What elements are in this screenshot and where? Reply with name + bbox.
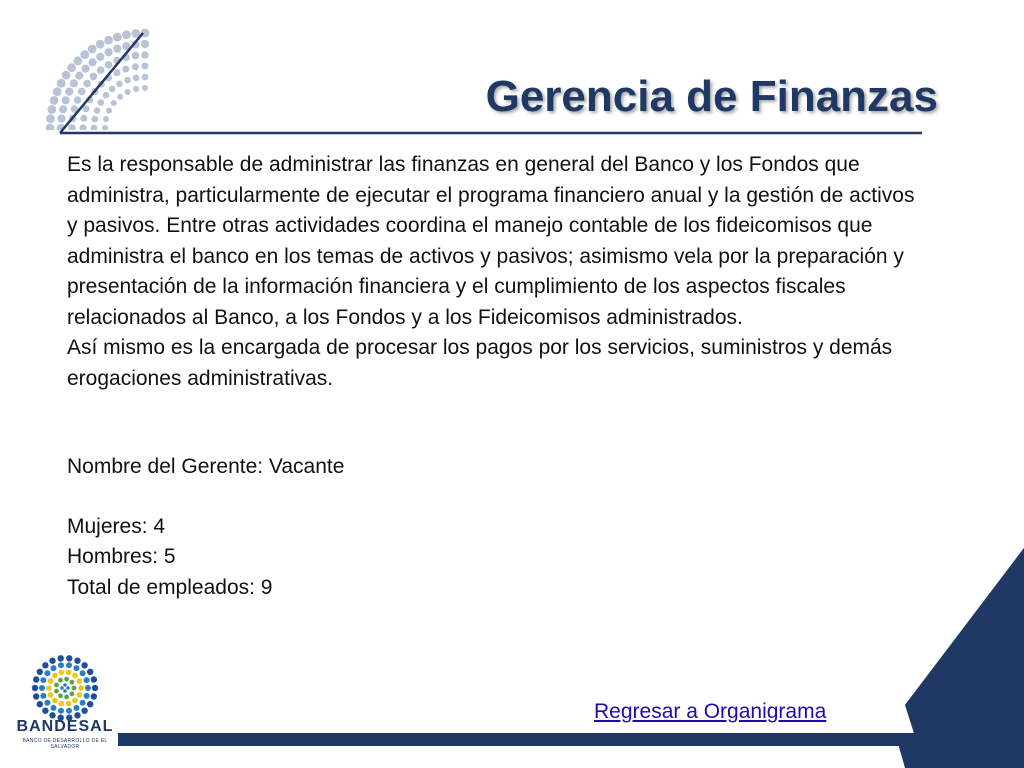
decoration-dot <box>46 124 55 130</box>
logo-subtitle: BANCO DE DESARROLLO DE EL SALVADOR <box>22 738 108 750</box>
logo-dot <box>44 700 50 706</box>
logo-dot <box>48 678 54 684</box>
logo-dot <box>70 680 75 685</box>
logo-dot <box>64 695 69 700</box>
decoration-dot <box>96 53 104 61</box>
logo-dot <box>40 677 46 683</box>
decoration-dot <box>91 88 98 95</box>
logo-dot <box>58 708 64 714</box>
decoration-dot <box>142 63 149 70</box>
decoration-dot <box>83 105 90 112</box>
decoration-dot <box>53 87 62 96</box>
logo-dot <box>77 692 83 698</box>
decoration-dot <box>111 100 117 106</box>
decoration-dot <box>142 85 148 91</box>
decoration-dot <box>90 73 98 81</box>
total-employees: Total de empleados: 9 <box>67 575 273 599</box>
decoration-dot <box>67 63 76 72</box>
logo-dot <box>91 676 97 682</box>
decoration-dot <box>122 42 130 50</box>
logo-dot <box>59 670 65 676</box>
manager-name: Nombre del Gerente: Vacante <box>67 455 345 478</box>
logo-dot <box>87 669 93 675</box>
logo-dot <box>85 685 91 691</box>
logo-dot <box>49 658 55 664</box>
decoration-dot <box>57 124 65 130</box>
logo-dot <box>66 670 72 676</box>
logo-dot <box>37 701 43 707</box>
decoration-dot <box>141 29 150 38</box>
decoration-dot <box>50 96 59 105</box>
logo-dot <box>51 705 57 711</box>
decoration-dot <box>122 66 129 73</box>
decoration-dot <box>105 61 113 69</box>
decoration-dot <box>132 63 139 70</box>
decoration-dot <box>98 81 105 88</box>
logo-dot <box>66 655 72 661</box>
decoration-dot <box>86 96 93 103</box>
logo-dot <box>80 670 86 676</box>
logo-dot <box>32 685 38 691</box>
logo-dot <box>42 708 48 714</box>
decoration-dot <box>47 105 56 114</box>
decoration-dot <box>80 50 89 59</box>
logo-dot <box>37 669 43 675</box>
decoration-dot <box>97 66 105 74</box>
men-count: Hombres: 5 <box>67 545 176 568</box>
decoration-dot <box>113 33 122 42</box>
decoration-dot <box>94 107 101 114</box>
decoration-dot <box>70 79 78 87</box>
logo-dot <box>64 677 69 682</box>
decoration-dot <box>73 56 82 65</box>
decoration-dot <box>113 69 120 76</box>
logo-dot <box>66 701 72 707</box>
decoration-dot <box>71 105 79 113</box>
logo-dot <box>74 705 80 711</box>
decoration-dot <box>113 57 121 65</box>
decoration-dot <box>88 45 97 54</box>
decoration-dot <box>75 72 83 80</box>
logo-dot <box>42 662 48 668</box>
logo-dot <box>92 685 98 691</box>
decoration-dot <box>46 114 55 123</box>
logo-dot <box>52 673 58 679</box>
decoration-dot <box>92 116 99 123</box>
logo-dot <box>48 692 54 698</box>
decoration-dot <box>68 124 76 130</box>
decoration-dot <box>59 105 67 113</box>
decoration-dot <box>78 88 86 96</box>
decoration-dot <box>132 40 140 48</box>
decoration-dot <box>106 108 112 114</box>
decoration-dot <box>132 52 140 60</box>
logo-dot <box>51 665 57 671</box>
logo-dot <box>40 693 46 699</box>
logo-dot <box>84 693 90 699</box>
logo-dot <box>81 708 87 714</box>
decoration-dot <box>117 94 123 100</box>
decoration-dot <box>116 81 123 88</box>
logo-dot <box>72 698 78 704</box>
decoration-dot <box>141 40 149 48</box>
logo-dot <box>52 698 58 704</box>
decoration-dot <box>133 86 139 92</box>
logo-dot <box>74 665 80 671</box>
logo-dot <box>44 670 50 676</box>
logo-dot <box>58 655 64 661</box>
logo-dot <box>70 691 75 696</box>
logo-dot <box>81 662 87 668</box>
dot-arc-decoration <box>30 10 160 130</box>
decoration-dot <box>80 115 87 122</box>
logo-dot <box>78 685 84 691</box>
description-paragraph: Así mismo es la encargada de procesar los pagos por los servicios, suministros y demás erogaciones administrativas. <box>67 336 893 390</box>
women-count: Mujeres: 4 <box>67 514 166 538</box>
decoration-dot <box>141 51 149 59</box>
decoration-dot <box>57 115 65 123</box>
logo-dot <box>33 676 39 682</box>
logo-dot <box>80 700 86 706</box>
decoration-dot <box>109 86 116 93</box>
decoration-dot <box>103 92 110 99</box>
decoration-dot <box>142 74 149 81</box>
logo-dot <box>33 693 39 699</box>
logo-dot <box>58 662 64 668</box>
logo-dot <box>46 685 52 691</box>
logo-dot <box>72 686 77 691</box>
decoration-dot <box>124 77 131 84</box>
description-paragraph: Es la responsable de administrar las finanzas en general del Banco y los Fondos que administra, particularmente de ejecutar el programa financiero anual y la gestión de activos y pasivos. Entre otras actividades coordina el manejo contable de los fideicomisos que administra el banco en los temas de activos y pasivos; asimismo vela por la preparación y presentación de la información financiera y el cumplimiento de los aspectos fiscales relacionados al Banco, a los Fondos y a los Fideicomisos administrados. <box>67 153 915 329</box>
decoration-dot <box>62 96 70 104</box>
decoration-dot <box>103 116 109 122</box>
decoration-dot <box>122 54 130 62</box>
logo-dot <box>66 662 72 668</box>
decoration-dot <box>91 125 98 130</box>
decoration-dot <box>62 71 71 80</box>
description-block <box>67 150 922 603</box>
logo-wordmark: BANDESAL <box>16 718 114 735</box>
decoration-dot <box>83 80 91 88</box>
logo-dot <box>63 689 67 693</box>
decoration-dot <box>102 125 108 130</box>
page-title: Gerencia de Finanzas <box>485 72 938 121</box>
logo-dot <box>87 701 93 707</box>
logo-dot <box>58 678 63 683</box>
decoration-dot <box>89 58 97 66</box>
decoration-dot <box>125 89 131 95</box>
logo-dot <box>54 689 59 694</box>
logo-dot <box>54 683 59 688</box>
logo-dot <box>58 693 63 698</box>
decoration-dot <box>98 99 105 106</box>
decoration-dot <box>69 115 77 123</box>
logo-dot <box>39 685 45 691</box>
decoration-dot <box>105 48 113 56</box>
decoration-dot <box>74 96 82 104</box>
decoration-dot <box>133 75 140 82</box>
logo-dot <box>91 693 97 699</box>
logo-dot <box>77 678 83 684</box>
back-to-org-chart-link[interactable]: Regresar a Organigrama <box>594 700 827 723</box>
decoration-dot <box>65 88 73 96</box>
logo-dot <box>72 673 78 679</box>
decoration-dot <box>96 40 105 49</box>
logo-dot <box>63 683 67 687</box>
decoration-dot <box>122 30 131 39</box>
decoration-dot <box>105 74 112 81</box>
logo-dot <box>66 686 70 690</box>
logo-dot <box>66 708 72 714</box>
decoration-dot <box>131 29 140 38</box>
decoration-dot <box>113 45 121 53</box>
decoration-dot <box>80 125 87 131</box>
logo-dot <box>74 658 80 664</box>
logo-dot <box>60 686 64 690</box>
decoration-dot <box>82 65 90 73</box>
decoration-dot <box>57 79 66 88</box>
logo-dot <box>84 677 90 683</box>
logo-dot <box>59 701 65 707</box>
decoration-dot <box>104 36 113 45</box>
